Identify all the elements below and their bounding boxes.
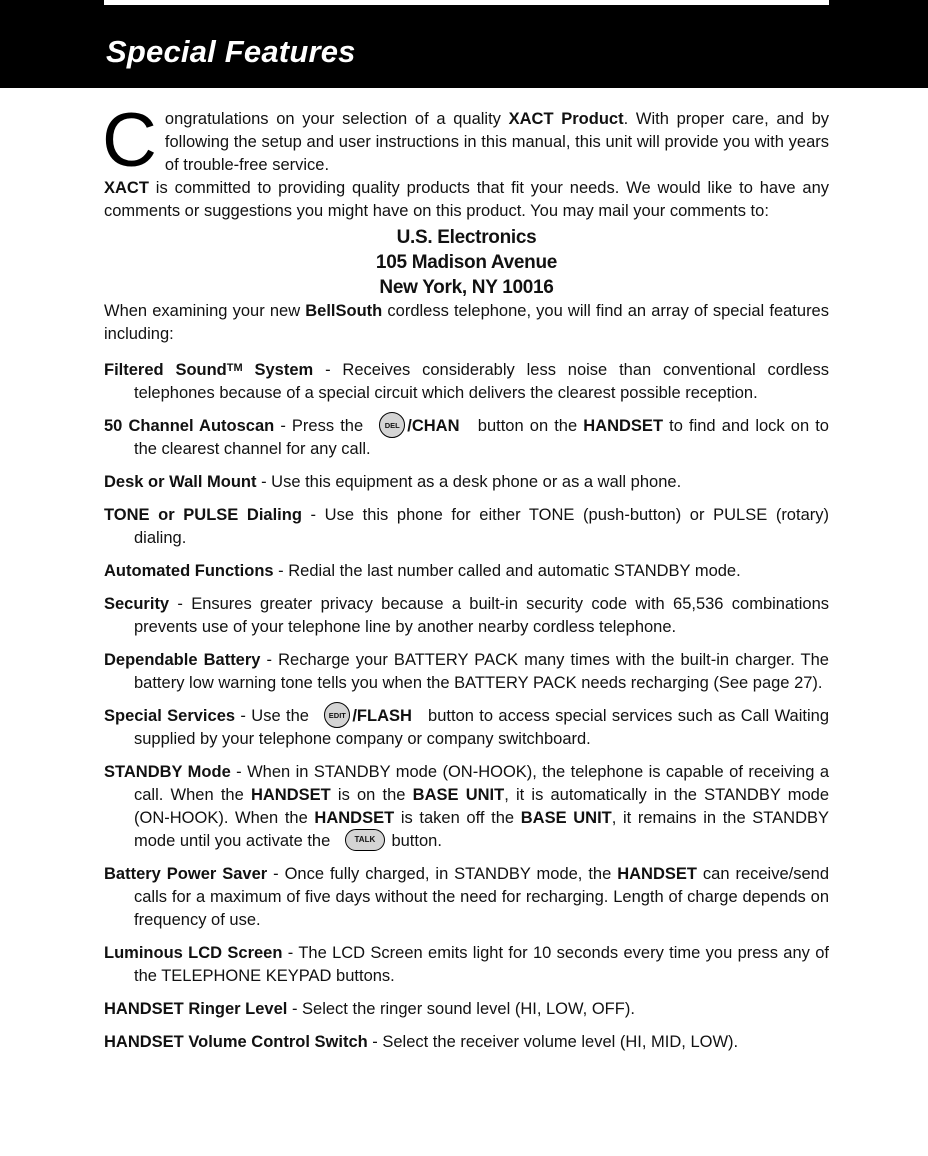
feature-autoscan [104,415,829,461]
feature-text: - Select the ringer sound level (HI, LOW, OFF). [287,1000,635,1018]
intro-text: ongratulations on your selection of a quality [164,110,509,128]
feature-text: to find and lock on to the clearest channel for any call. [134,417,829,458]
feature-text: - Once fully charged, in STANDBY mode, the [267,865,618,883]
drop-cap: C [102,98,157,183]
feature-text: - Ensures greater privacy because a built-in security code with 65,536 combinations prevents use of your telephone line by another nearby cordless telephone. [134,595,829,636]
feature-filtered-sound [104,357,829,405]
feature-title: TONE or PULSE Dialing [104,506,302,524]
feature-title: System [242,361,314,379]
feature-automated [104,560,829,583]
key-label: /FLASH [352,707,412,725]
feature-text: - Press the [274,417,370,435]
feature-power-saver [104,863,829,932]
header-rule [104,0,829,5]
feature-special-services [104,705,829,751]
brand-name: XACT [104,179,149,197]
feature-ringer [104,998,829,1021]
intro-paragraph [102,98,829,223]
feature-text: is taken off the [394,809,521,827]
mailing-address [104,225,829,300]
feature-title: Dependable Battery [104,651,261,669]
del-key-icon: DEL [379,412,405,438]
feature-text: - Use the [235,707,315,725]
feature-battery [104,649,829,695]
feature-text: can receive/send calls for a maximum of five days without the need for recharging. Length of charge depends on frequency of use. [134,865,830,929]
feature-bold: BASE UNIT [520,809,612,827]
feature-bold: BASE UNIT [412,786,505,804]
brand-bellsouth: BellSouth [305,302,383,320]
feature-text: is on the [330,786,413,804]
feature-title: HANDSET Volume Control Switch [104,1033,368,1051]
intro-text: . With proper care, and by following the setup and user instructions in this manual, this unit will provide you with years of trouble-free service. [164,110,829,174]
feature-title: Special Services [104,707,236,725]
talk-key-icon: TALK [345,829,385,851]
feature-title: Battery Power Saver [104,865,268,883]
feature-text: - Recharge your BATTERY PACK many times with the built-in charger. The battery low warning tone tells you when the BATTERY PACK needs recharging (See page 27). [134,651,829,692]
feature-title: STANDBY Mode [104,763,231,781]
feature-standby [104,761,829,853]
key-label: /CHAN [407,417,460,435]
feature-mount [104,471,829,494]
feature-title: Automated Functions [104,562,274,580]
feature-text: , it is automatically in the STANDBY mode (ON-HOOK). When the [134,786,830,827]
feature-text: - Use this phone for either TONE (push-button) or PULSE (rotary) dialing. [134,506,829,547]
edit-key-icon: EDIT [324,702,350,728]
feature-title: Security [104,595,170,613]
feature-text: - The LCD Screen emits light for 10 seconds every time you press any of the TELEPHONE KEYPAD buttons. [134,944,829,985]
feature-text: button. [386,832,442,850]
page-content [102,98,830,1064]
feature-text: - When in STANDBY mode (ON-HOOK), the telephone is capable of receiving a call. When the [134,763,829,804]
feature-title: Luminous LCD Screen [104,944,283,962]
feature-text: - Receives considerably less noise than conventional cordless telephones because of a special circuit which delivers the clearest possible reception. [134,361,829,402]
feature-tone-pulse [104,504,829,550]
feature-text: - Select the receiver volume level (HI, MID, LOW). [367,1033,739,1051]
address-line-3: New York, NY 10016 [379,277,554,298]
feature-security [104,593,829,639]
feature-text: - Redial the last number called and automatic STANDBY mode. [273,562,741,580]
feature-text: button on the [471,417,584,435]
feature-text: , it remains in the STANDBY mode until you activate the [134,809,830,850]
feature-bold: HANDSET [250,786,331,804]
feature-bold: HANDSET [314,809,395,827]
feature-lcd [104,942,829,988]
intro-text: is committed to providing quality products that fit your needs. We would like to have any comments or suggestions you might have on this product. You may mail your comments to: [104,179,829,220]
page-title: Special Features [106,34,356,69]
feature-volume [104,1031,829,1054]
feature-text: button to access special services such as Call Waiting supplied by your telephone company or company switchboard. [134,707,829,748]
feature-text: - Use this equipment as a desk phone or as a wall phone. [256,473,682,491]
trademark: TM [226,362,243,374]
feature-title: Filtered Sound [104,361,227,379]
address-line-2: 105 Madison Avenue [375,252,558,273]
feature-bold: HANDSET [617,865,697,883]
features-intro [104,300,829,346]
address-line-1: U.S. Electronics [396,227,537,248]
feature-title: Desk or Wall Mount [104,473,257,491]
features-intro-text: When examining your new [104,302,306,320]
product-name: XACT Product [508,110,624,128]
feature-title: 50 Channel Autoscan [104,417,275,435]
features-intro-text: cordless telephone, you will find an array of special features including: [104,302,829,343]
feature-title: HANDSET Ringer Level [104,1000,288,1018]
page-header [0,0,928,88]
feature-bold: HANDSET [583,417,664,435]
